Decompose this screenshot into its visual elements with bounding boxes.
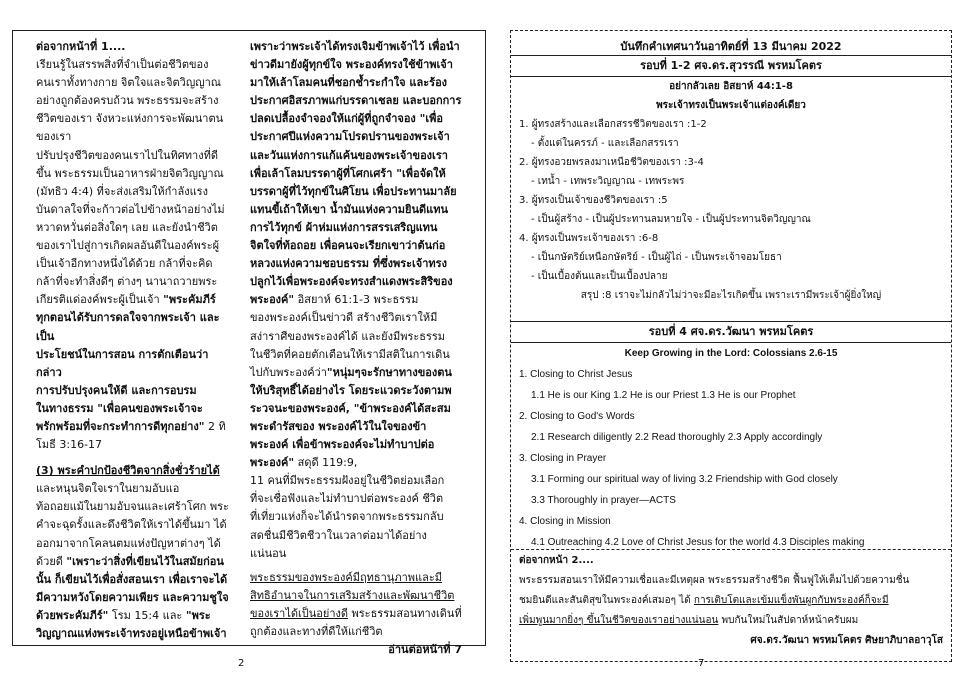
col1-line: คำจะฉุดรั้งและดึงชีวิตให้เราได้ขึ้นมา ได้	[36, 518, 227, 532]
section1-subpoint: - เทน้ำ - เทพระวิญญาณ - เทพระพร	[531, 176, 685, 187]
section1-point: 4. ผู้ทรงเป็นพระเจ้าของเรา :6-8	[519, 233, 659, 244]
col1-line: เรียนรู้ในสรรพสิ่งที่จำเป็นต่อชีวิตของ	[36, 58, 209, 72]
scripture-quote-end: พรักพร้อมที่จะกระทำการดีทุกอย่าง"	[36, 419, 205, 433]
col1-line: เป็นเจ้าอีกทางหนึ่งได้ด้วย กล้าที่จะคิด	[36, 257, 213, 271]
section2-item: 2. Closing to God's Words	[519, 411, 635, 422]
col1-line: หวาดหวั่นต่อสิ่งใดๆ เลย และยังนำชีวิต	[36, 220, 218, 234]
col2-line: สดชื่นมีชีวิตชีวาในเวลาต่อมาได้อย่าง	[250, 528, 427, 542]
section1-point: 2. ผู้ทรงอวยพรลงมาเหนือชีวิตของเรา :3-4	[519, 157, 704, 168]
col1-line: อย่างถูกต้องครบถ้วน พระธรรมจะสร้าง	[36, 94, 219, 108]
bulletin-title: บันทึกคำเทศนาวันอาทิตย์ที่ 13 มีนาคม 2022	[620, 40, 842, 53]
col2-line: ในชีวิตที่คอยตักเตือนให้เรามีสติในการเดิน	[250, 347, 450, 361]
section2-subitem: 3.1 Forming our spiritual way of living 3.2 Friendship with God closely	[531, 474, 838, 485]
col2-line: สง่าราศีของพระองค์ได้ และยังมีพระธรรม	[250, 329, 446, 343]
section1-point: 1. ผู้ทรงสร้างและเลือกสรรชีวิตของเรา :1-2	[519, 119, 707, 130]
col1-line: ออกมาจากโคลนตมแห่งปัญหาต่างๆ ได้	[36, 536, 221, 550]
col2-line: ของพระองค์เป็นข่าวดี สร้างชีวิตเราให้มี	[250, 311, 438, 325]
scripture-quote: "เพราะว่าสิ่งที่เขียนไว้ในสมัยก่อนนั้น ก็เขียนไว้เพื่อสั่งสอนเรา เพื่อเราจะได้มีความหวังโดยความเพียร และความชูใจด้วยพระคัมภีร์"	[36, 554, 229, 622]
continued-heading: ต่อจากหน้าที่ 1....	[36, 40, 126, 53]
section1-body	[519, 77, 943, 305]
section3-divider	[511, 549, 951, 550]
col2-final	[250, 569, 462, 641]
section2-subitem: 4.1 Outreaching 4.2 Love of Christ Jesus for the world 4.3 Disciples making	[531, 537, 865, 548]
col1-line: ท้อถอยแม้ในยามอับจนและเศร้าโศก พระ	[36, 500, 229, 514]
col2-line: ที่จะเชื่อฟังและไม่ทำบาปต่อพระองค์ ชีวิต	[250, 492, 444, 506]
point-3	[36, 462, 232, 498]
section1-round: รอบที่ 1-2 ศจ.ดร.สุวรรณี พรหมโคตร	[511, 55, 951, 77]
col2-line: ที่เที่ยวแห่งก็จะได้นำรดจากพระธรรมกลับ	[250, 510, 444, 524]
section2-item: 1. Closing to Christ Jesus	[519, 369, 633, 380]
col2-final-underlined: พระธรรมของพระองค์มีฤทธานุภาพและมีสิทธิอำนาจในการเสริมสร้างและพัฒนาชีวิตของเราได้เป็นอย่างดี	[250, 570, 455, 620]
section3-underlined: เพิ่มพูนมากยิ่งๆ ขึ้นในชีวิตของเราอย่างแน่นอน	[519, 615, 719, 626]
scripture-quote-line: การปรับปรุงคนให้ดี และการอบรม	[36, 383, 197, 397]
col1-line: ปรับปรุงชีวิตของคนเราไปในทิศทางที่ดี	[36, 148, 218, 162]
col1-text: ด้วยดี	[36, 554, 63, 568]
scripture-ref: อิสยาห์ 61:1-3 พระธรรม	[294, 293, 419, 307]
col2-line: แน่นอน	[250, 546, 287, 560]
scripture-quote: เพราะว่าพระเจ้าได้ทรงเจิมข้าพเจ้าไว้ เพื่อนำข่าวดีมายังผู้ทุกข์ใจ พระองค์ทรงใช้ข้าพเจ้ามาให้เล้าโลมคนที่ชอกช้ำระกำใจ และร้องประกาศอิสรภาพแก่บรรดาเชลย และบอกการปลดเปลื้องจำจองให้แก่ผู้ที่ถูกจำจอง "เพื่อประกาศปีแห่งความโปรดปรานของพระเจ้า และวันแห่งการแก้แค้นของพระเจ้าของเรา เพื่อเล้าโลมบรรดาผู้ที่โศกเศร้า "เพื่อจัดให้บรรดาผู้ที่ไว้ทุกข์ในศิโยน เพื่อประทานมาลัยแทนขี้เถ้าให้เขา น้ำมันแห่งความยินดีแทนการไว้ทุกข์ ผ้าห่มแห่งการสรรเสริญแทนจิตใจที่ท้อถอย เพื่อคนจะเรียกเขาว่าต้นก่อหลวงแห่งความชอบธรรม ที่ซึ่งพระเจ้าทรงปลูกไว้เพื่อพระองค์จะทรงสำแดงพระสิริของพระองค์"	[250, 40, 462, 307]
scripture-quote: "พระวิญญาณแห่งพระเจ้าทรงอยู่เหนือข้าพเจ้า	[36, 608, 227, 640]
col1-line	[36, 291, 232, 309]
section3-text: ชมยินดีและสันติสุขในพระองค์เสมอๆ ได้	[519, 595, 694, 606]
scripture-quote-line: ในทางธรรม "เพื่อคนของพระเจ้าจะ	[36, 401, 203, 415]
section2-subitem: 2.1 Research diligently 2.2 Read thoroughly 2.3 Apply accordingly	[531, 432, 823, 443]
point-3-heading: (3) พระคำปกป้องชีวิตจากสิ่งชั่วร้ายได้	[36, 464, 220, 478]
section2-title: Keep Growing in the Lord: Colossians 2.6-15	[624, 348, 838, 359]
section3-line	[519, 611, 943, 631]
section1-subpoint: - เป็นเบื้องต้นและเป็นเบื้องปลาย	[531, 271, 668, 282]
scripture-quote-line	[36, 418, 232, 454]
section3-text: พบกันใหม่ในสัปดาห์หน้าครับผม	[718, 615, 859, 626]
section1-title: พระเจ้าทรงเป็นพระเจ้าแต่องค์เดียว	[656, 100, 806, 111]
left-column-2	[250, 38, 462, 659]
section3-underlined: การเติบโตและเข้มแข็งพันผูกกับพระองค์ก็จะมี	[693, 595, 889, 606]
col1-line: คนเราทั้งทางกาย จิตใจและจิตวิญญาณ	[36, 76, 221, 90]
col2-quote-block	[250, 364, 462, 473]
scripture-quote: "หนุ่มๆจะรักษาทางของตนให้บริสุทธิ์ได้อย่างไร โดยระแวดระวังตามพระวจนะของพระองค์, "ข้าพระองค์ได้สะสมพระดำรัสของ พระองค์ไว้ในใจของข้าพระองค์ เพื่อข้าพระองค์จะไม่ทำบาปต่อพระองค์"	[250, 365, 452, 470]
section1-subpoint: - เป็นผู้สร้าง - เป็นผู้ประทานลมหายใจ - เป็นผู้ประทานจิตวิญญาณ	[531, 214, 811, 225]
col1-line: ขึ้น พระธรรมเป็นอาหารฝ่ายจิตวิญญาณ	[36, 166, 224, 180]
signature: ศจ.ดร.วัฒนา พรหมโคตร ศิษยาภิบาลอาวุโส	[750, 635, 943, 646]
scripture-ref: สดุดี 119:9,	[294, 456, 358, 470]
section3-heading: ต่อจากหน้า 2....	[519, 555, 594, 566]
section3-line: พระธรรมสอนเราให้มีความเชื่อและมีเหตุผล พระธรรมสร้างชีวิต ฟื้นฟูให้เต็มไปด้วยความชื่น	[519, 575, 910, 586]
section2-subitem: 3.3 Thoroughly in prayer—ACTS	[531, 495, 676, 506]
col2-quote-block	[250, 38, 462, 309]
page-number-right: 7	[698, 658, 705, 669]
section2-subitem: 1.1 He is our King 1.2 He is our Priest 1.3 He is our Prophet	[531, 390, 796, 401]
right-page-border	[510, 30, 952, 662]
col2-final-text: พระธรรมสอนทางเดินที่ถูกต้องและทางที่ดีให้แก่ชีวิต	[250, 606, 462, 638]
section1-subpoint: - ตั้งแต่ในครรภ์ - และเลือกสรรเรา	[531, 138, 679, 149]
page-number-left: 2	[238, 658, 245, 669]
section1-reference: อย่ากลัวเลย อิสยาห์ 44:1-8	[669, 81, 793, 92]
section1-subpoint: - เป็นกษัตริย์เหนือกษัตริย์ - เป็นผู้ไถ่ - เป็นพระเจ้าจอมโยธา	[531, 252, 782, 263]
section2-round: รอบที่ 4 ศจ.ดร.วัฒนา พรหมโคตร	[511, 321, 951, 343]
continue-to-page: อ่านต่อหน้าที่ 7	[388, 643, 462, 657]
point-3-text: และหนุนจิตใจเราในยามอับแอ	[36, 482, 180, 496]
col1-line: ของเราไปสู่การเกิดผลอันดีในองค์พระผู้	[36, 239, 220, 253]
scripture-ref: โรม 15:4 และ	[108, 608, 186, 622]
col1-para	[36, 553, 232, 643]
section1-summary: สรุป :8 เราจะไม่กลัวไม่ว่าจะมีอะไรเกิดขึ้น เพราะเรามีพระเจ้าผู้ยิ่งใหญ่	[580, 290, 882, 301]
col1-line: กล้าที่จะทำสิ่งดีๆ ต่างๆ นานาถวายพระ	[36, 275, 218, 289]
scripture-quote-open: "พระคัมภีร์	[163, 293, 216, 307]
col1-line: บันดาลใจที่จะก้าวต่อไปข้างหน้าอย่างไม่	[36, 202, 225, 216]
col2-line: 11 คนที่มีพระธรรมฝังอยู่ในชีวิตย่อมเลือก	[250, 474, 445, 488]
section2-body	[519, 343, 943, 553]
col1-line: (มัทธิว 4:4) ที่จะส่งเสริมให้กำลังแรง	[36, 184, 208, 198]
left-column-1	[36, 38, 232, 643]
scripture-quote-line: ทุกตอนได้รับการดลใจจากพระเจ้า และเป็น	[36, 311, 220, 343]
section2-item: 3. Closing in Prayer	[519, 453, 607, 464]
scripture-quote-line: ประโยชน์ในการสอน การตักเตือนว่ากล่าว	[36, 347, 209, 379]
col1-line-text: เกียรติแด่องค์พระผู้เป็นเจ้า	[36, 293, 160, 307]
section1-point: 3. ผู้ทรงเป็นเจ้าของชีวิตของเรา :5	[519, 195, 668, 206]
col2-text: ไปกับพระองค์ว่า	[250, 365, 327, 379]
scripture-ref: 2 ทิโมธี 3:16-17	[36, 419, 226, 452]
section3-body	[519, 551, 943, 651]
section3-line	[519, 591, 943, 611]
section2-item: 4. Closing in Mission	[519, 516, 611, 527]
right-page	[490, 0, 980, 693]
col1-line: ชีวิตของเรา จังหวะแห่งการจะพัฒนาตนของเรา	[36, 112, 224, 144]
